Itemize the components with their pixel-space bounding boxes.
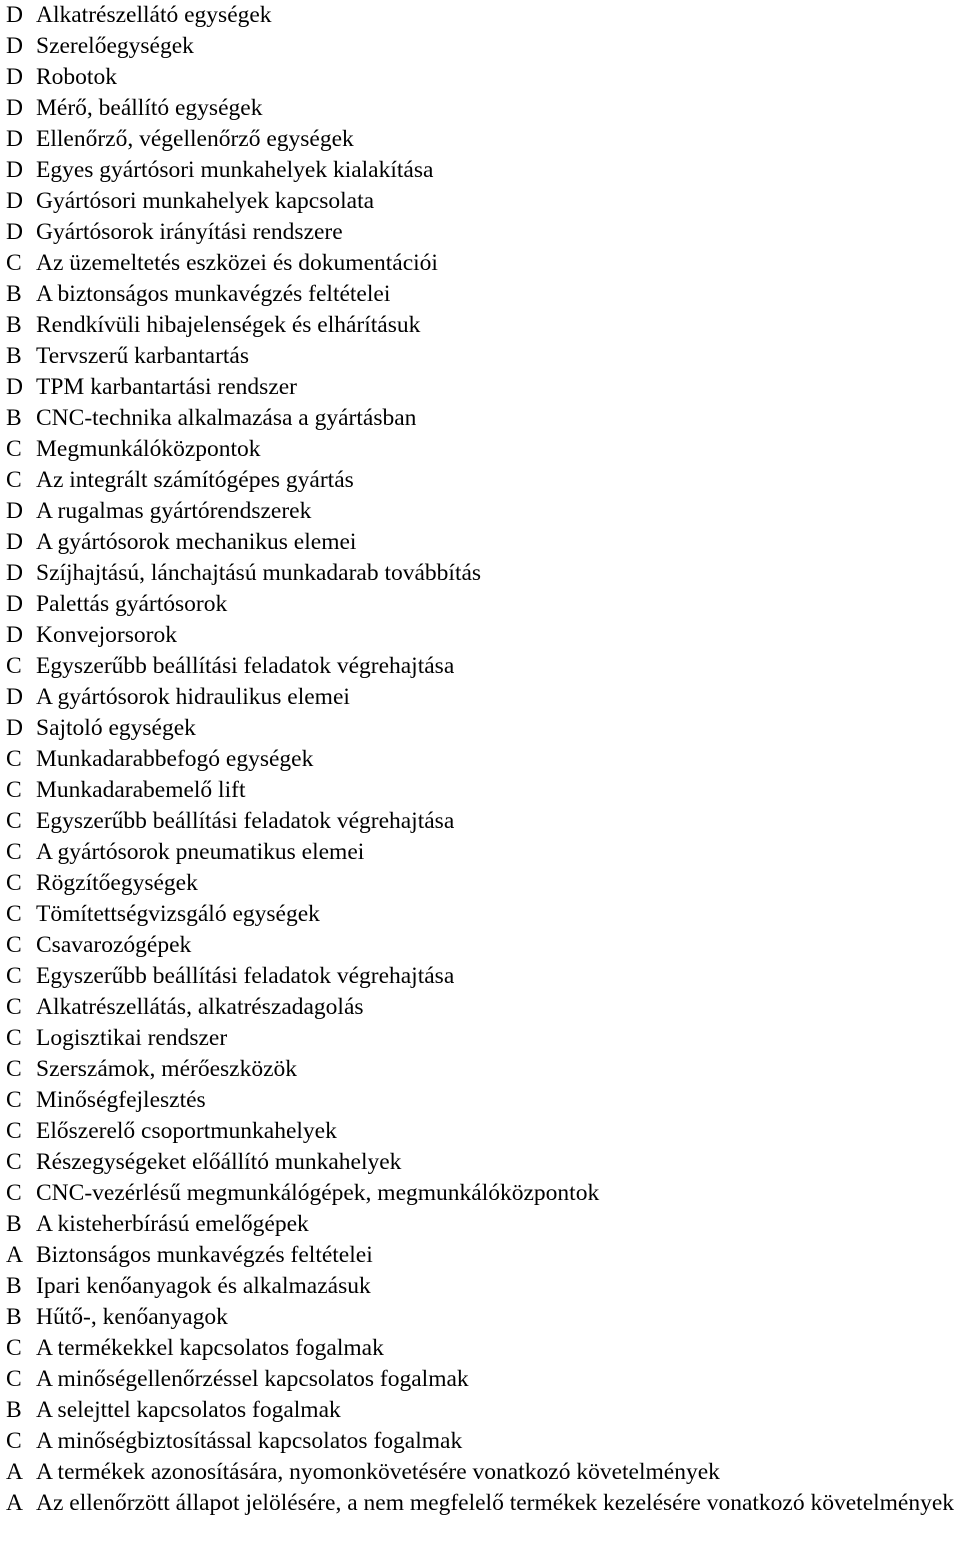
list-item [6,1147,960,1178]
topic-text: Tömítettségvizsgáló egységek [36,901,320,927]
topic-text: Logisztikai rendszer [36,1025,228,1051]
level-letter: D [6,33,23,59]
list-item [6,434,960,465]
level-letter: B [6,1211,22,1237]
list-item [6,1333,960,1364]
topic-text: Ellenőrző, végellenőrző egységek [36,126,354,152]
list-item [6,465,960,496]
list-item [6,1054,960,1085]
level-letter: C [6,1366,22,1392]
topic-text: Tervszerű karbantartás [36,343,250,369]
list-item [6,93,960,124]
level-letter: C [6,1118,22,1144]
level-letter: D [6,2,23,28]
topic-text: Szerelőegységek [36,33,194,59]
topic-text: TPM karbantartási rendszer [36,374,298,400]
list-item [6,1178,960,1209]
list-item [6,527,960,558]
topic-text: Minőségfejlesztés [36,1087,206,1113]
list-item [6,961,960,992]
topic-text: Rögzítőegységek [36,870,198,896]
level-letter: D [6,64,23,90]
topic-text: Az üzemeltetés eszközei és dokumentációi [36,250,438,276]
level-letter: A [6,1490,23,1516]
topic-text: Sajtoló egységek [36,715,196,741]
level-letter: C [6,901,22,927]
level-letter: C [6,1149,22,1175]
topic-text: Alkatrészellátó egységek [36,2,272,28]
topic-text: Munkadarabemelő lift [36,777,246,803]
topic-text: A kisteherbírású emelőgépek [36,1211,309,1237]
list-item [6,1085,960,1116]
level-letter: C [6,1428,22,1454]
topic-text: A minőségellenőrzéssel kapcsolatos fogalmak [36,1366,469,1392]
level-letter: B [6,1273,22,1299]
level-letter: C [6,932,22,958]
topic-text: A termékek azonosítására, nyomonkövetésére vonatkozó követelmények [36,1459,720,1485]
topic-text: Egyes gyártósori munkahelyek kialakítása [36,157,434,183]
list-item [6,217,960,248]
level-letter: C [6,839,22,865]
level-letter: B [6,1397,22,1423]
list-item [6,372,960,403]
level-letter: B [6,281,22,307]
list-item [6,899,960,930]
list-item [6,1023,960,1054]
list-item [6,403,960,434]
topic-text: Csavarozógépek [36,932,192,958]
list-item [6,1364,960,1395]
level-letter: D [6,374,23,400]
topic-text: Szíjhajtású, lánchajtású munkadarab továbbítás [36,560,482,586]
level-letter: A [6,1242,23,1268]
list-item [6,620,960,651]
topic-text: CNC-technika alkalmazása a gyártásban [36,405,417,431]
level-letter: C [6,808,22,834]
topic-text: Szerszámok, mérőeszközök [36,1056,298,1082]
list-item [6,31,960,62]
level-letter: C [6,436,22,462]
list-item [6,682,960,713]
topic-text: Részegységeket előállító munkahelyek [36,1149,402,1175]
list-item [6,1395,960,1426]
topic-text: A rugalmas gyártórendszerek [36,498,312,524]
level-letter: C [6,777,22,803]
level-letter: C [6,1180,22,1206]
level-letter: D [6,188,23,214]
list-item [6,806,960,837]
topic-list [6,0,960,1519]
list-item [6,0,960,31]
level-letter: D [6,715,23,741]
list-item [6,310,960,341]
list-item [6,868,960,899]
topic-text: A gyártósorok mechanikus elemei [36,529,357,555]
list-item [6,992,960,1023]
topic-text: Gyártósori munkahelyek kapcsolata [36,188,375,214]
level-letter: B [6,405,22,431]
level-letter: C [6,653,22,679]
topic-text: Hűtő-, kenőanyagok [36,1304,228,1330]
topic-text: Egyszerűbb beállítási feladatok végrehajtása [36,653,455,679]
level-letter: C [6,467,22,493]
topic-text: Egyszerűbb beállítási feladatok végrehajtása [36,963,455,989]
level-letter: D [6,622,23,648]
topic-text: CNC-vezérlésű megmunkálógépek, megmunkálóközpontok [36,1180,600,1206]
topic-text: Robotok [36,64,117,90]
topic-text: Alkatrészellátás, alkatrészadagolás [36,994,364,1020]
topic-text: A gyártósorok hidraulikus elemei [36,684,350,710]
level-letter: B [6,343,22,369]
topic-text: Munkadarabbefogó egységek [36,746,314,772]
level-letter: D [6,126,23,152]
topic-text: A biztonságos munkavégzés feltételei [36,281,391,307]
list-item [6,558,960,589]
topic-text: Az ellenőrzött állapot jelölésére, a nem megfelelő termékek kezelésére vonatkozó követelmények [36,1490,955,1516]
topic-text: Ipari kenőanyagok és alkalmazásuk [36,1273,371,1299]
level-letter: C [6,1056,22,1082]
list-item [6,496,960,527]
list-item [6,837,960,868]
list-item [6,930,960,961]
list-item [6,155,960,186]
list-item [6,1116,960,1147]
list-item [6,651,960,682]
topic-text: Előszerelő csoportmunkahelyek [36,1118,337,1144]
level-letter: C [6,870,22,896]
topic-text: Egyszerűbb beállítási feladatok végrehajtása [36,808,455,834]
level-letter: D [6,684,23,710]
topic-text: Biztonságos munkavégzés feltételei [36,1242,373,1268]
level-letter: C [6,746,22,772]
topic-text: A minőségbiztosítással kapcsolatos fogalmak [36,1428,463,1454]
topic-text: Konvejorsorok [36,622,177,648]
topic-text: Az integrált számítógépes gyártás [36,467,354,493]
list-item [6,1488,960,1519]
level-letter: D [6,560,23,586]
level-letter: B [6,312,22,338]
topic-text: A termékekkel kapcsolatos fogalmak [36,1335,384,1361]
level-letter: C [6,1087,22,1113]
level-letter: D [6,529,23,555]
topic-text: Rendkívüli hibajelenségek és elhárításuk [36,312,421,338]
level-letter: C [6,963,22,989]
level-letter: D [6,157,23,183]
topic-text: Mérő, beállító egységek [36,95,263,121]
level-letter: C [6,1025,22,1051]
list-item [6,1457,960,1488]
list-item [6,1302,960,1333]
level-letter: C [6,1335,22,1361]
topic-text: Palettás gyártósorok [36,591,228,617]
list-item [6,124,960,155]
level-letter: C [6,250,22,276]
topic-text: A selejttel kapcsolatos fogalmak [36,1397,341,1423]
level-letter: D [6,219,23,245]
list-item [6,775,960,806]
list-item [6,1271,960,1302]
list-item [6,1240,960,1271]
topic-text: A gyártósorok pneumatikus elemei [36,839,365,865]
topic-text: Gyártósorok irányítási rendszere [36,219,343,245]
list-item [6,713,960,744]
topic-text: Megmunkálóközpontok [36,436,261,462]
list-item [6,744,960,775]
level-letter: B [6,1304,22,1330]
list-item [6,1209,960,1240]
level-letter: A [6,1459,23,1485]
list-item [6,279,960,310]
level-letter: D [6,591,23,617]
list-item [6,589,960,620]
list-item [6,248,960,279]
level-letter: C [6,994,22,1020]
level-letter: D [6,95,23,121]
list-item [6,186,960,217]
list-item [6,1426,960,1457]
level-letter: D [6,498,23,524]
list-item [6,62,960,93]
list-item [6,341,960,372]
